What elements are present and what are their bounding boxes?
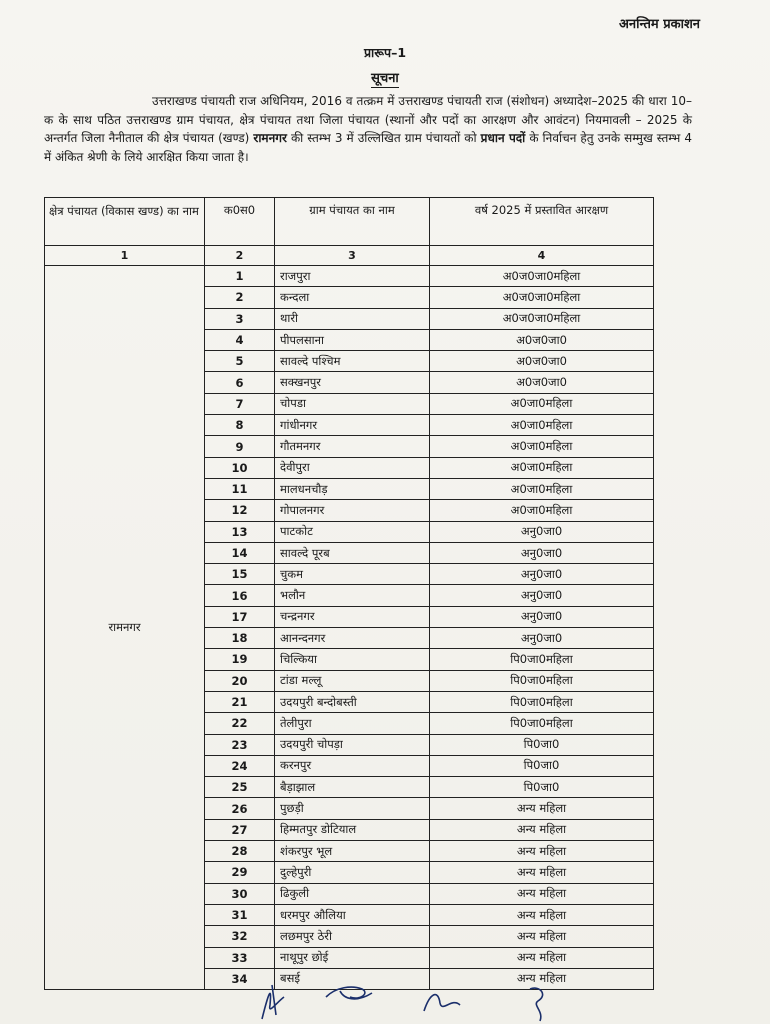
gram-panchayat-cell: बसई — [275, 968, 430, 989]
gram-panchayat-cell: तेलीपुरा — [275, 713, 430, 734]
gram-panchayat-cell: ढिकुली — [275, 883, 430, 904]
serial-number-cell: 20 — [205, 670, 275, 691]
reservation-cell: अ0ज0जा0 — [430, 329, 654, 350]
serial-number-cell: 13 — [205, 521, 275, 542]
gram-panchayat-cell: गोपालनगर — [275, 500, 430, 521]
table-row — [45, 266, 654, 287]
gram-panchayat-cell: टांडा मल्लू — [275, 670, 430, 691]
serial-number-cell: 22 — [205, 713, 275, 734]
serial-number-cell: 19 — [205, 649, 275, 670]
gram-panchayat-cell: चुकम — [275, 564, 430, 585]
serial-number-cell: 34 — [205, 968, 275, 989]
gram-panchayat-cell: पाटकोट — [275, 521, 430, 542]
reservation-cell: पि0जा0महिला — [430, 670, 654, 691]
reservation-cell: अ0ज0जा0महिला — [430, 287, 654, 308]
gram-panchayat-cell: करनपुर — [275, 755, 430, 776]
reservation-cell: अन्य महिला — [430, 798, 654, 819]
serial-number-cell: 11 — [205, 478, 275, 499]
gram-panchayat-cell: नाथूपुर छोई — [275, 947, 430, 968]
table-column-number-row — [45, 246, 654, 266]
signature-4 — [530, 988, 543, 1021]
reservation-cell: पि0जा0 — [430, 755, 654, 776]
reservation-cell: अन्य महिला — [430, 947, 654, 968]
reservation-cell: अ0ज0जा0 — [430, 372, 654, 393]
notice-title-text: सूचना — [371, 71, 399, 86]
table-body — [45, 266, 654, 990]
reservation-cell: अ0ज0जा0 — [430, 351, 654, 372]
reservation-cell: अ0जा0महिला — [430, 500, 654, 521]
reservation-cell: अ0जा0महिला — [430, 478, 654, 499]
serial-number-cell: 15 — [205, 564, 275, 585]
reservation-cell: पि0जा0 — [430, 734, 654, 755]
serial-number-cell: 28 — [205, 841, 275, 862]
serial-number-cell: 8 — [205, 415, 275, 436]
gram-panchayat-cell: गौतमनगर — [275, 436, 430, 457]
serial-number-cell: 32 — [205, 926, 275, 947]
column-number: 1 — [45, 246, 205, 266]
provisional-publication-label: अनन्तिम प्रकाशन — [618, 17, 700, 32]
gram-panchayat-cell: लछमपुर ठेरी — [275, 926, 430, 947]
header-block-name: क्षेत्र पंचायत (विकास खण्ड) का नाम — [45, 198, 205, 246]
gram-panchayat-cell: थारी — [275, 308, 430, 329]
header-gram-panchayat: ग्राम पंचायत का नाम — [275, 198, 430, 246]
reservation-cell: अ0जा0महिला — [430, 436, 654, 457]
serial-number-cell: 3 — [205, 308, 275, 329]
gram-panchayat-cell: सक्खनपुर — [275, 372, 430, 393]
serial-number-cell: 5 — [205, 351, 275, 372]
gram-panchayat-cell: गांधीनगर — [275, 415, 430, 436]
gram-panchayat-cell: सावल्दे पश्चिम — [275, 351, 430, 372]
serial-number-cell: 17 — [205, 606, 275, 627]
reservation-cell: पि0जा0महिला — [430, 649, 654, 670]
serial-number-cell: 10 — [205, 457, 275, 478]
gram-panchayat-cell: बैड़ाझाल — [275, 777, 430, 798]
reservation-cell: अ0ज0जा0महिला — [430, 308, 654, 329]
table-header-row — [45, 198, 654, 246]
serial-number-cell: 7 — [205, 393, 275, 414]
block-name-cell: रामनगर — [45, 266, 205, 990]
serial-number-cell: 27 — [205, 819, 275, 840]
serial-number-cell: 9 — [205, 436, 275, 457]
gram-panchayat-cell: राजपुरा — [275, 266, 430, 287]
gram-panchayat-cell: उदयपुरी बन्दोबस्ती — [275, 691, 430, 712]
serial-number-cell: 29 — [205, 862, 275, 883]
reservation-cell: अनु0जा0 — [430, 606, 654, 627]
gram-panchayat-cell: दुल्हेपुरी — [275, 862, 430, 883]
reservation-cell: अनु0जा0 — [430, 585, 654, 606]
reservation-cell: अन्य महिला — [430, 862, 654, 883]
reservation-cell: अन्य महिला — [430, 841, 654, 862]
serial-number-cell: 33 — [205, 947, 275, 968]
gram-panchayat-cell: कन्दला — [275, 287, 430, 308]
signature-1 — [262, 985, 284, 1019]
reservation-cell: अन्य महिला — [430, 883, 654, 904]
reservation-cell: अन्य महिला — [430, 968, 654, 989]
notice-text-part2: की स्तम्भ 3 में उल्लिखित ग्राम पंचायतों को — [290, 131, 477, 146]
reservation-cell: अनु0जा0 — [430, 521, 654, 542]
serial-number-cell: 25 — [205, 777, 275, 798]
signature-3 — [424, 995, 460, 1011]
serial-number-cell: 16 — [205, 585, 275, 606]
serial-number-cell: 14 — [205, 542, 275, 563]
notice-post-name: प्रधान पदों — [480, 131, 526, 146]
serial-number-cell: 1 — [205, 266, 275, 287]
gram-panchayat-cell: देवीपुरा — [275, 457, 430, 478]
serial-number-cell: 18 — [205, 628, 275, 649]
reservation-cell: अन्य महिला — [430, 904, 654, 925]
notice-text-part1: उत्तराखण्ड पंचायती राज अधिनियम, 2016 व तत्क्रम में उत्तराखण्ड पंचायती राज (संशोधन) अध्यादेश–2025 की धारा 10–क के साथ पठित उत्तराखण्ड ग्राम पंचायत, क्षेत्र पंचायत तथा जिला पंचायत (स्थानों और पदों का आरक्षण और आवंटन) नियमावली – 2025 के अन्तर्गत जिला नैनीताल की क्षेत्र पंचायत (खण्ड) — [44, 94, 692, 146]
gram-panchayat-cell: भलौन — [275, 585, 430, 606]
notice-paragraph — [44, 92, 692, 166]
column-number: 2 — [205, 246, 275, 266]
serial-number-cell: 4 — [205, 329, 275, 350]
reservation-cell: पि0जा0महिला — [430, 713, 654, 734]
header-reservation: वर्ष 2025 में प्रस्तावित आरक्षण — [430, 198, 654, 246]
serial-number-cell: 31 — [205, 904, 275, 925]
gram-panchayat-cell: धरमपुर औलिया — [275, 904, 430, 925]
serial-number-cell: 21 — [205, 691, 275, 712]
form-number: प्रारूप–1 — [363, 45, 407, 60]
gram-panchayat-cell: शंकरपुर भूल — [275, 841, 430, 862]
reservation-cell: अ0जा0महिला — [430, 457, 654, 478]
signature-2 — [326, 987, 372, 999]
reservation-cell: अन्य महिला — [430, 819, 654, 840]
notice-title — [0, 68, 770, 86]
signatures — [0, 975, 770, 1024]
notice-text-part3: के निर्वाचन हेतु उनके सम्मुख स्तम्भ 4 में अंकित श्रेणी के लिये आरक्षित किया जाता है। — [44, 131, 692, 164]
reservation-cell: अनु0जा0 — [430, 564, 654, 585]
reservation-cell: पि0जा0 — [430, 777, 654, 798]
serial-number-cell: 23 — [205, 734, 275, 755]
gram-panchayat-cell: उदयपुरी चोपड़ा — [275, 734, 430, 755]
serial-number-cell: 30 — [205, 883, 275, 904]
notice-block-name: रामनगर — [253, 131, 287, 146]
serial-number-cell: 26 — [205, 798, 275, 819]
reservation-table — [44, 197, 654, 990]
gram-panchayat-cell: सावल्दे पूरब — [275, 542, 430, 563]
column-number: 3 — [275, 246, 430, 266]
reservation-cell: अनु0जा0 — [430, 628, 654, 649]
reservation-cell: अ0जा0महिला — [430, 393, 654, 414]
reservation-cell: पि0जा0महिला — [430, 691, 654, 712]
serial-number-cell: 6 — [205, 372, 275, 393]
serial-number-cell: 2 — [205, 287, 275, 308]
header-serial-no: क0स0 — [205, 198, 275, 246]
reservation-cell: अन्य महिला — [430, 926, 654, 947]
gram-panchayat-cell: चिल्किया — [275, 649, 430, 670]
gram-panchayat-cell: हिम्मतपुर डोटियाल — [275, 819, 430, 840]
gram-panchayat-cell: पीपलसाना — [275, 329, 430, 350]
serial-number-cell: 12 — [205, 500, 275, 521]
gram-panchayat-cell: चोपडा — [275, 393, 430, 414]
reservation-cell: अनु0जा0 — [430, 542, 654, 563]
reservation-cell: अ0ज0जा0महिला — [430, 266, 654, 287]
reservation-cell: अ0जा0महिला — [430, 415, 654, 436]
column-number: 4 — [430, 246, 654, 266]
gram-panchayat-cell: पुछड़ी — [275, 798, 430, 819]
serial-number-cell: 24 — [205, 755, 275, 776]
gram-panchayat-cell: मालधनचौड़ — [275, 478, 430, 499]
gram-panchayat-cell: चन्द्रनगर — [275, 606, 430, 627]
gram-panchayat-cell: आनन्दनगर — [275, 628, 430, 649]
